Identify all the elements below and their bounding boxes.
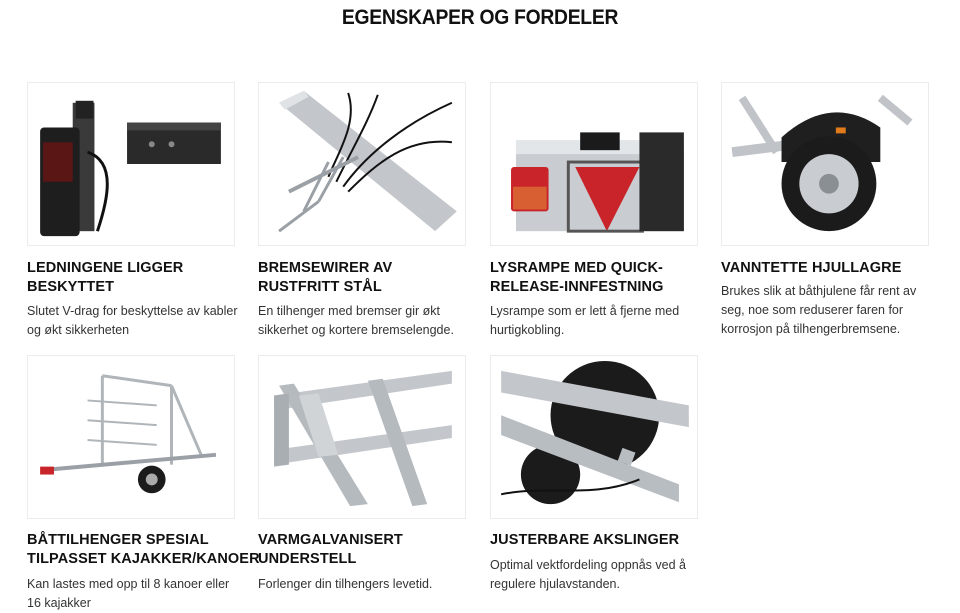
feature-description: Lysrampe som er lett å fjerne med hurtigkobling. xyxy=(490,304,680,337)
feature-description: Kan lastes med opp til 8 kanoer eller 16 kajakker xyxy=(27,577,230,610)
feature-description: En tilhenger med bremser gir økt sikkerhet og kortere bremselengde. xyxy=(258,304,454,337)
feature-title: JUSTERBARE AKSLINGER xyxy=(490,532,680,548)
feature-title: BÅTTILHENGER SPESIAL TILPASSET KAJAKKER/KANOER xyxy=(27,532,260,567)
page-title: EGENSKAPER OG FORDELER xyxy=(341,6,619,29)
feature-title: VARMGALVANISERT UNDERSTELL xyxy=(258,532,403,567)
feature-title: LEDNINGENE LIGGER BESKYTTET xyxy=(27,260,184,295)
feature-title: BREMSEWIRER AV RUSTFRITT STÅL xyxy=(258,260,393,295)
feature-description: Slutet V-drag for beskyttelse av kabler og økt sikkerheten xyxy=(27,304,238,337)
feature-description: Forlenger din tilhengers levetid. xyxy=(258,577,433,591)
axle-image xyxy=(490,355,698,519)
feature-description: Optimal vektfordeling oppnås ved å regulere hjulavstanden. xyxy=(490,558,686,591)
brake-wires-image xyxy=(258,82,466,246)
galvanized-frame-image xyxy=(258,355,466,519)
feature-description: Brukes slik at båthjulene får rent av seg, noe som reduserer faren for korrosjon på tilhengerbremsene. xyxy=(721,284,917,336)
light-ramp-image xyxy=(490,82,698,246)
kayak-trailer-image xyxy=(27,355,235,519)
feature-title: VANNTETTE HJULLAGRE xyxy=(721,260,902,276)
wheel-hub-image xyxy=(721,82,929,246)
feature-title: LYSRAMPE MED QUICK-RELEASE-INNFESTNING xyxy=(490,260,664,295)
wiring-closeup-image xyxy=(27,82,235,246)
